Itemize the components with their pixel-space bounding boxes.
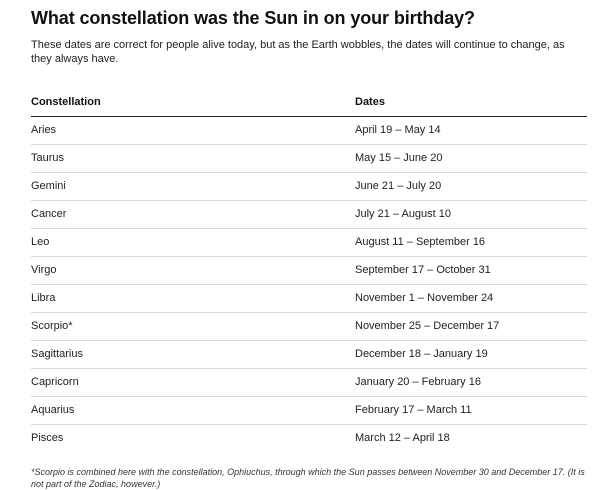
table-row xyxy=(31,396,587,424)
table-row xyxy=(31,144,587,172)
constellation-cell: Leo xyxy=(31,228,355,256)
intro-text: These dates are correct for people alive today, but as the Earth wobbles, the dates will continue to change, as they always have. xyxy=(31,39,565,65)
constellation-cell: Pisces xyxy=(31,432,64,445)
constellation-cell: Virgo xyxy=(31,256,355,284)
dates-cell: August 11 – September 16 xyxy=(355,228,587,256)
table-row xyxy=(31,312,587,340)
dates-cell: January 20 – February 16 xyxy=(355,368,587,396)
dates-cell: March 12 – April 18 xyxy=(355,432,450,445)
table-row xyxy=(31,116,587,144)
dates-cell: February 17 – March 11 xyxy=(355,396,587,424)
dates-cell: September 17 – October 31 xyxy=(355,256,587,284)
table-row xyxy=(31,228,587,256)
table-row xyxy=(31,368,587,396)
constellation-cell: Taurus xyxy=(31,144,355,172)
dates-cell: April 19 – May 14 xyxy=(355,116,587,144)
table-row xyxy=(31,284,587,312)
dates-cell: May 15 – June 20 xyxy=(355,144,587,172)
header-dates: Dates xyxy=(355,96,587,116)
constellation-cell: Sagittarius xyxy=(31,340,355,368)
table-row xyxy=(31,340,587,368)
table-row xyxy=(31,256,587,284)
dates-cell: November 25 – December 17 xyxy=(355,312,587,340)
table-row xyxy=(31,200,587,228)
table-header-row xyxy=(31,96,587,116)
constellation-cell: Libra xyxy=(31,284,355,312)
dates-cell: July 21 – August 10 xyxy=(355,200,587,228)
constellation-cell: Aquarius xyxy=(31,396,355,424)
table-row xyxy=(31,172,587,200)
constellation-cell: Scorpio* xyxy=(31,312,355,340)
table-row xyxy=(31,424,587,452)
article-content xyxy=(31,6,587,490)
dates-cell: December 18 – January 19 xyxy=(355,340,587,368)
constellation-cell: Aries xyxy=(31,116,355,144)
constellation-table xyxy=(31,96,587,452)
constellation-cell: Gemini xyxy=(31,172,355,200)
footnote: *Scorpio is combined here with the constellation, Ophiuchus, through which the Sun passes between November 30 and December 17. (It is not part of the Zodiac, however.) xyxy=(31,467,585,489)
dates-cell: June 21 – July 20 xyxy=(355,172,587,200)
constellation-cell: Cancer xyxy=(31,200,355,228)
page-title: What constellation was the Sun in on your birthday? xyxy=(31,8,475,28)
constellation-cell: Capricorn xyxy=(31,368,355,396)
dates-cell: November 1 – November 24 xyxy=(355,284,587,312)
header-constellation: Constellation xyxy=(31,96,355,116)
